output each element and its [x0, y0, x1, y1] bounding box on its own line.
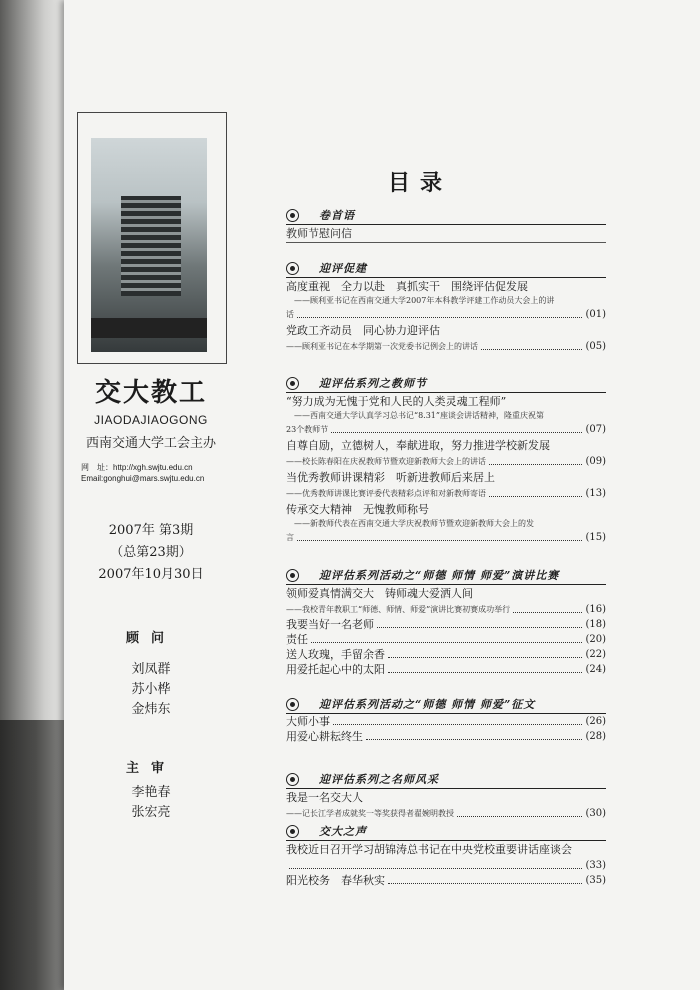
entry-page: (28)	[585, 731, 606, 742]
toc-entry[interactable]	[286, 729, 606, 744]
entry-subtitle-cont: 23个教师节	[286, 425, 329, 434]
entry-page: (05)	[585, 341, 606, 352]
leader-dots	[513, 612, 582, 613]
bullet-icon	[286, 262, 299, 275]
section-name: 迎评估系列活动之“师德 师情 师爱”演讲比赛	[319, 569, 560, 582]
toc-entry[interactable]	[286, 585, 606, 617]
magazine-sponsor: 西南交通大学工会主办	[85, 436, 216, 451]
bullet-icon	[286, 825, 299, 838]
toc-title: 目录	[387, 170, 452, 196]
leader-dots	[297, 540, 582, 541]
bullet-icon	[286, 698, 299, 711]
entry-page: (22)	[585, 649, 606, 660]
bullet-icon	[286, 773, 299, 786]
email-label: Email:	[81, 474, 104, 483]
leader-dots	[289, 868, 582, 869]
issue-info	[77, 520, 225, 586]
entry-title: 自尊自励，立德树人，奉献进取，努力推进学校新发展	[286, 439, 550, 452]
editor-name: 李艳春	[131, 785, 171, 800]
section-name: 交大之声	[319, 825, 367, 838]
entry-subtitle: ——我校青年教职工“师德、师情、师爱”演讲比赛初赛成功举行	[286, 605, 511, 614]
toc-entry[interactable]	[286, 873, 606, 888]
entry-subtitle: ——顾利亚书记在本学期第一次党委书记例会上的讲话	[286, 342, 478, 351]
toc-entry[interactable]	[286, 617, 606, 632]
magazine-pinyin: JIAODAJIAOGONG	[94, 413, 208, 427]
entry-page: (07)	[585, 424, 606, 435]
leader-dots	[331, 432, 582, 433]
website-link[interactable]: http://xgh.swjtu.edu.cn	[113, 463, 193, 472]
entry-title: 用爱托起心中的太阳	[286, 663, 385, 676]
issue-total: （总第23期）	[110, 545, 192, 560]
entry-subtitle: ——西南交通大学认真学习总书记“8.31”座谈会讲话精神，隆重庆祝第	[294, 411, 544, 420]
website-label: 网 址：	[81, 463, 113, 472]
entry-title: 责任	[286, 633, 308, 646]
email-link[interactable]: gonghui@mars.swjtu.edu.cn	[103, 474, 205, 483]
toc-entry[interactable]	[286, 469, 606, 501]
toc-entry[interactable]	[286, 662, 606, 677]
entry-title: 我校近日召开学习胡锦涛总书记在中央党校重要讲话座谈会	[286, 843, 572, 856]
section-header	[286, 206, 606, 225]
toc-entry[interactable]	[286, 841, 606, 873]
leader-dots	[311, 642, 582, 643]
entry-subtitle-cont: 言	[286, 533, 294, 542]
entry-title: 用爱心耕耘终生	[286, 730, 363, 743]
toc-section	[286, 770, 606, 821]
cover-building	[121, 196, 181, 296]
toc-entry[interactable]	[286, 501, 606, 545]
advisors-list	[77, 660, 225, 720]
toc-section	[286, 566, 606, 677]
leader-dots	[388, 883, 582, 884]
cover-image	[91, 138, 207, 352]
leader-dots	[489, 496, 582, 497]
cover-band	[91, 318, 207, 338]
section-name: 迎评估系列之教师节	[319, 377, 427, 390]
section-header	[286, 822, 606, 841]
toc-entry[interactable]	[286, 714, 606, 729]
toc-entry[interactable]	[286, 632, 606, 647]
entry-page: (18)	[585, 619, 606, 630]
entry-page: (30)	[585, 808, 606, 819]
magazine-title: 交大教工	[94, 378, 207, 408]
leader-dots	[489, 464, 582, 465]
entry-subtitle: ——校长陈春阳在庆祝教师节暨欢迎新教师大会上的讲话	[286, 457, 486, 466]
editors-heading: 主审	[125, 761, 176, 776]
leader-dots	[457, 816, 582, 817]
entry-title: 领师爱真情满交大 铸师魂大爱洒人间	[286, 587, 473, 600]
entry-subtitle: ——记长江学者成就奖一等奖获得者翟婉明教授	[286, 809, 454, 818]
toc-section	[286, 374, 606, 545]
section-header	[286, 566, 606, 585]
leader-dots	[377, 627, 582, 628]
leader-dots	[366, 739, 582, 740]
entry-subtitle: ——顾利亚书记在西南交通大学2007年本科教学评建工作动员大会上的讲	[294, 296, 555, 305]
leader-dots	[388, 657, 582, 658]
entry-subtitle-cont: 话	[286, 310, 294, 319]
entry-page: (35)	[585, 875, 606, 886]
entry-title: 我是一名交大人	[286, 791, 363, 804]
toc-entry[interactable]	[286, 393, 606, 437]
editors-list	[77, 783, 225, 823]
bullet-icon	[286, 377, 299, 390]
entry-page: (15)	[585, 532, 606, 543]
section-name: 迎评促建	[319, 262, 367, 275]
section-header	[286, 259, 606, 278]
entry-title: “努力成为无愧于党和人民的人类灵魂工程师”	[286, 395, 507, 408]
issue-date: 2007年10月30日	[98, 567, 204, 582]
issue-number: 2007年 第3期	[108, 523, 194, 538]
bullet-icon	[286, 209, 299, 222]
entry-page: (13)	[585, 488, 606, 499]
toc-section	[286, 259, 606, 354]
entry-page: (09)	[585, 456, 606, 467]
toc-entry[interactable]	[286, 789, 606, 821]
toc-entry[interactable]	[286, 437, 606, 469]
toc-entry[interactable]	[286, 278, 606, 322]
entry-page: (16)	[585, 604, 606, 615]
section-name: 迎评估系列活动之“师德 师情 师爱”征文	[319, 698, 536, 711]
toc-entry[interactable]	[286, 647, 606, 662]
advisors-heading: 顾问	[125, 631, 176, 646]
advisor-name: 苏小桦	[131, 682, 171, 697]
section-header	[286, 770, 606, 789]
entry-page: (33)	[585, 860, 606, 871]
entry-title: 阳光校务 春华秋实	[286, 874, 385, 887]
section-header	[286, 374, 606, 393]
entry-title: 党政工齐动员 同心协力迎评估	[286, 324, 440, 337]
toc-entry[interactable]	[286, 322, 606, 354]
cover-frame	[77, 112, 227, 364]
entry-title: 送人玫瑰，手留余香	[286, 648, 385, 661]
toc-section	[286, 206, 606, 243]
entry-title: 我要当好一名老师	[286, 618, 374, 631]
section-header	[286, 695, 606, 714]
toc-section	[286, 695, 606, 744]
entry-subtitle: ——优秀教师讲课比赛评委代表精彩点评和对新教师寄语	[286, 489, 486, 498]
contact-info	[81, 462, 229, 484]
leader-dots	[333, 724, 582, 725]
section-name: 迎评估系列之名师风采	[319, 773, 439, 786]
entry-subtitle: ——新教师代表在西南交通大学庆祝教师节暨欢迎新教师大会上的发	[294, 519, 534, 528]
section-name: 卷首语	[319, 209, 355, 222]
bullet-icon	[286, 569, 299, 582]
advisor-name: 金炜东	[131, 702, 171, 717]
toc-section	[286, 822, 606, 888]
leader-dots	[481, 349, 582, 350]
entry-title: 高度重视 全力以赴 真抓实干 围绕评估促发展	[286, 280, 528, 293]
entry-title: 当优秀教师讲课精彩 听新进教师后来居上	[286, 471, 495, 484]
leader-dots	[388, 672, 582, 673]
entry-page: (24)	[585, 664, 606, 675]
editor-name: 张宏亮	[131, 805, 171, 820]
entry-title: 大师小事	[286, 715, 330, 728]
advisor-name: 刘凤群	[131, 662, 171, 677]
entry-page: (26)	[585, 716, 606, 727]
entry-title: 传承交大精神 无愧教师称号	[286, 503, 429, 516]
entry-title: 教师节慰问信	[286, 227, 352, 240]
entry-page: (01)	[585, 309, 606, 320]
book-shadow	[0, 720, 66, 990]
toc-entry[interactable]	[286, 225, 606, 243]
entry-page: (20)	[585, 634, 606, 645]
leader-dots	[297, 317, 582, 318]
